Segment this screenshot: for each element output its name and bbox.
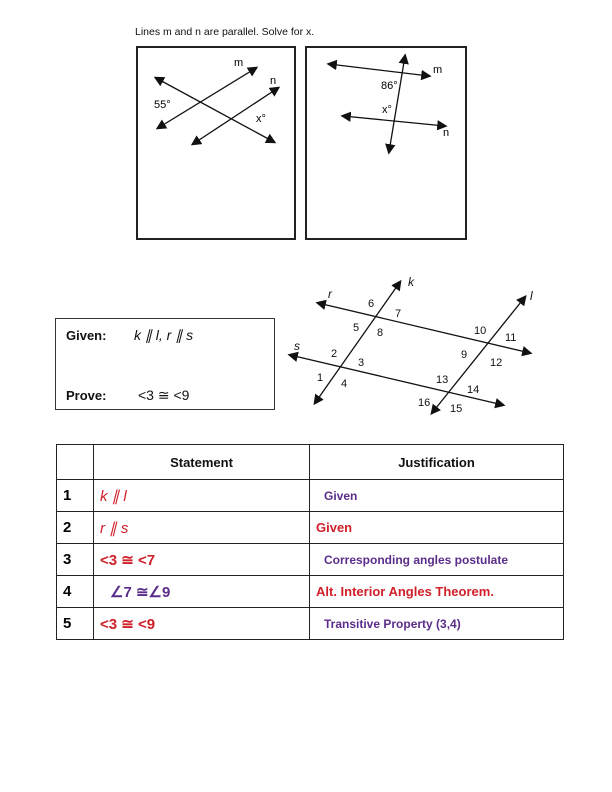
proof-table [56, 444, 564, 640]
row-number: 2 [57, 512, 94, 544]
justification-cell: Given [310, 512, 564, 544]
angle-10: 10 [474, 325, 487, 337]
table-header-row [57, 445, 564, 480]
problem-title: Lines m and n are parallel. Solve for x. [135, 26, 315, 38]
label-n: n [443, 127, 450, 139]
angle-55: 55° [154, 99, 171, 111]
table-row [57, 512, 564, 544]
label-n: n [270, 75, 277, 87]
given-prove-box [55, 318, 275, 410]
label-k: k [408, 275, 414, 289]
statement-cell: k ∥ l [94, 480, 310, 512]
angle-6: 6 [368, 298, 375, 310]
figure-right [305, 46, 467, 240]
angle-15: 15 [450, 403, 463, 415]
table-row [57, 576, 564, 608]
table-row [57, 544, 564, 576]
justification-cell: Alt. Interior Angles Theorem. [310, 576, 564, 608]
statement-cell: r ∥ s [94, 512, 310, 544]
row-number: 5 [57, 608, 94, 640]
statement-cell: ∠7 ≅∠9 [94, 576, 310, 608]
table-row [57, 480, 564, 512]
angle-9: 9 [461, 349, 468, 361]
given-value: k ∥ l, r ∥ s [134, 327, 194, 343]
angle-8: 8 [377, 327, 384, 339]
justification-cell: Given [310, 480, 564, 512]
line-r [318, 303, 530, 353]
justification-cell: Corresponding angles postulate [310, 544, 564, 576]
angle-x: x° [382, 104, 392, 116]
line-m [158, 68, 256, 128]
label-m: m [433, 64, 443, 76]
label-r: r [328, 287, 332, 301]
label-s: s [294, 339, 300, 353]
angle-2: 2 [331, 348, 338, 360]
line-n [156, 78, 274, 142]
given-label: Given: [66, 328, 107, 343]
angle-12: 12 [490, 357, 503, 369]
label-l: l [530, 289, 533, 303]
angle-1: 1 [317, 372, 324, 384]
angle-5: 5 [353, 322, 360, 334]
angle-x: x° [256, 113, 266, 125]
angle-7: 7 [395, 308, 402, 320]
angle-13: 13 [436, 374, 449, 386]
angle-3: 3 [358, 357, 365, 369]
row-number: 4 [57, 576, 94, 608]
angle-4: 4 [341, 378, 348, 390]
figure-left [136, 46, 296, 240]
header-justification: Justification [310, 445, 564, 480]
table-row [57, 608, 564, 640]
prove-value: <3 ≅ <9 [138, 387, 190, 403]
line-m [329, 64, 429, 76]
header-statement: Statement [94, 445, 310, 480]
label-m: m [234, 57, 244, 69]
justification-cell: Transitive Property (3,4) [310, 608, 564, 640]
statement-cell: <3 ≅ <9 [94, 608, 310, 640]
prove-label: Prove: [66, 388, 107, 403]
angle-16: 16 [418, 397, 431, 409]
parallel-lines-diagram [280, 270, 560, 420]
angle-14: 14 [467, 384, 480, 396]
angle-86: 86° [381, 80, 398, 92]
statement-cell: <3 ≅ <7 [94, 544, 310, 576]
row-number: 1 [57, 480, 94, 512]
angle-11: 11 [505, 332, 517, 344]
row-number: 3 [57, 544, 94, 576]
header-number [57, 445, 94, 480]
